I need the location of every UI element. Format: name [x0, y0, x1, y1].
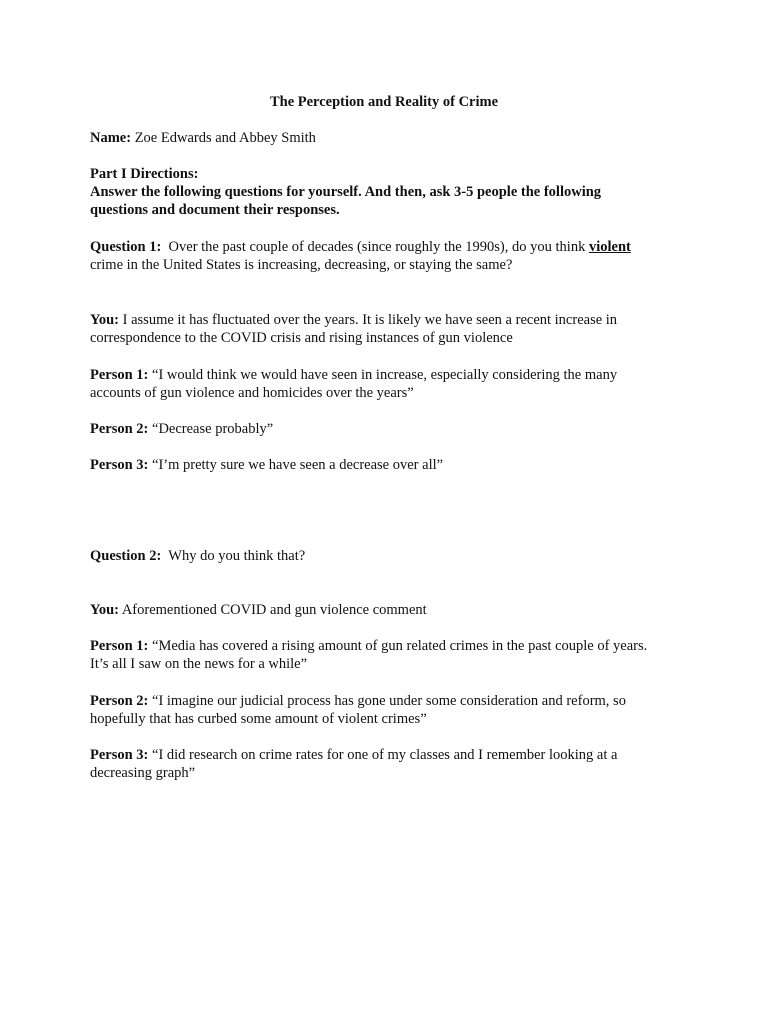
document-title: The Perception and Reality of Crime — [269, 94, 499, 110]
q2-you-response — [90, 601, 690, 619]
question-2 — [90, 547, 690, 565]
directions-heading: Part I Directions: — [90, 166, 199, 182]
directions-line-1: Answer the following questions for yourself. And then, ask 3-5 people the following — [90, 184, 602, 200]
directions-section — [90, 165, 690, 219]
q2-person-1-label: Person 1: — [90, 638, 149, 654]
name-line — [90, 129, 690, 147]
question-2-text: Why do you think that? — [161, 548, 306, 564]
q1-person-1-line-1: “I would think we would have seen in increase, especially considering the many — [148, 367, 618, 383]
q1-person-1-line-2: accounts of gun violence and homicides over the years” — [90, 385, 414, 401]
q2-person-3-label: Person 3: — [90, 747, 149, 763]
q2-person-3-response — [90, 746, 690, 782]
q2-person-3-line-2: decreasing graph” — [90, 765, 196, 781]
question-1-line-1 — [90, 238, 690, 256]
q2-person-1-response — [90, 637, 690, 673]
q1-person-2-response — [90, 420, 690, 438]
q1-person-1-label: Person 1: — [90, 367, 149, 383]
question-1-line-2: crime in the United States is increasing, decreasing, or staying the same? — [90, 257, 513, 273]
question-1-text: Over the past couple of decades (since roughly the 1990s), do you think — [161, 239, 589, 255]
q1-you-line-1: I assume it has fluctuated over the years. It is likely we have seen a recent increase in — [119, 312, 618, 328]
q2-you-line-1: Aforementioned COVID and gun violence comment — [119, 602, 427, 618]
q2-person-2-line-1: “I imagine our judicial process has gone under some consideration and reform, so — [148, 693, 626, 709]
q1-person-3-line-1: “I’m pretty sure we have seen a decrease over all” — [148, 457, 444, 473]
q2-person-2-response — [90, 692, 690, 728]
q1-person-3-label: Person 3: — [90, 457, 149, 473]
q1-person-2-label: Person 2: — [90, 421, 149, 437]
question-1-emphasis: violent — [588, 239, 631, 255]
q1-person-1-response — [90, 366, 690, 402]
q2-person-2-label: Person 2: — [90, 693, 149, 709]
q2-person-1-line-1: “Media has covered a rising amount of gun related crimes in the past couple of years. — [148, 638, 648, 654]
q1-you-label: You: — [90, 312, 120, 328]
q2-person-3-line-1: “I did research on crime rates for one of my classes and I remember looking at a — [148, 747, 618, 763]
directions-line-2: questions and document their responses. — [90, 202, 340, 218]
q1-person-2-line-1: “Decrease probably” — [148, 421, 274, 437]
q2-person-2-line-2: hopefully that has curbed some amount of violent crimes” — [90, 711, 427, 727]
q1-you-response — [90, 311, 690, 347]
q2-person-1-line-2: It’s all I saw on the news for a while” — [90, 656, 308, 672]
q1-you-line-2: correspondence to the COVID crisis and rising instances of gun violence — [90, 330, 513, 346]
name-label: Name: — [90, 130, 132, 146]
question-1-label: Question 1: — [90, 239, 162, 255]
question-2-label: Question 2: — [90, 548, 162, 564]
q2-you-label: You: — [90, 602, 120, 618]
q1-person-3-response — [90, 456, 690, 474]
question-1 — [90, 238, 690, 274]
name-value: Zoe Edwards and Abbey Smith — [131, 130, 316, 146]
